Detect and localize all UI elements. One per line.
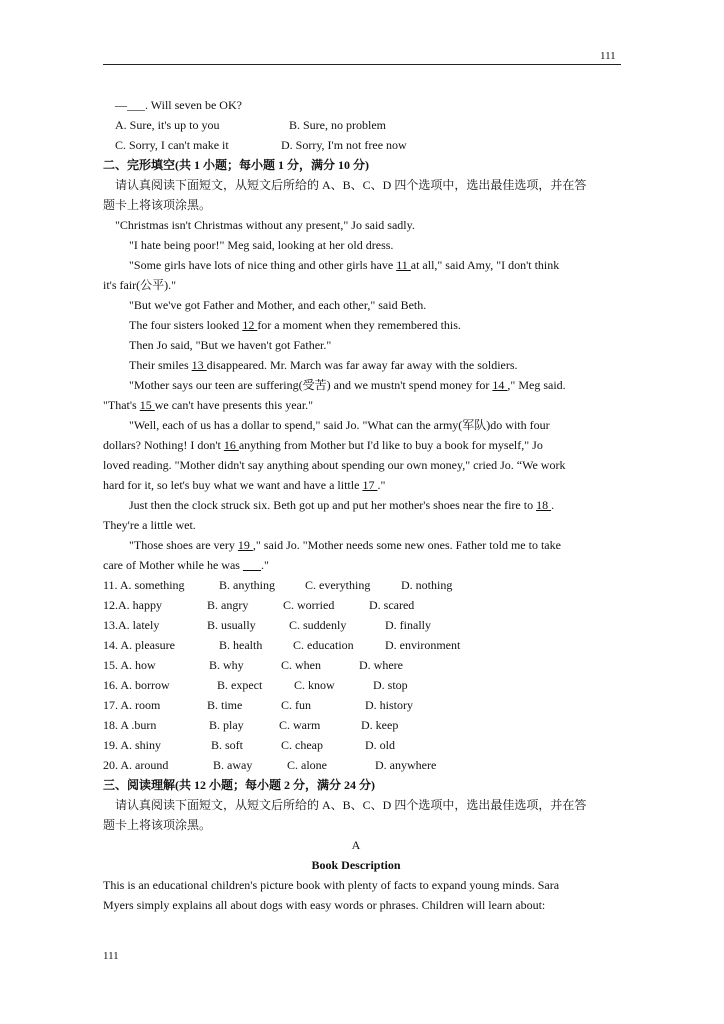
option-row <box>103 595 609 615</box>
option-d: D. environment <box>385 638 461 652</box>
option-d: D. scared <box>369 598 415 612</box>
option-b: B. why <box>209 658 244 672</box>
option-d: D. keep <box>361 718 399 732</box>
option-d: D. anywhere <box>375 758 437 772</box>
option-row <box>103 755 609 775</box>
q10-option-d: D. Sorry, I'm not free now <box>281 138 407 152</box>
page-number-top: 111 <box>600 50 616 62</box>
page-number-bottom: 111 <box>103 950 119 962</box>
option-c: C. worried <box>283 598 335 612</box>
blank-14: 14 <box>492 378 508 392</box>
option-row <box>103 615 609 635</box>
option-b: B. usually <box>207 618 256 632</box>
document-body <box>103 95 609 915</box>
passage-label: A <box>351 838 361 852</box>
section2-instructions-2: 题卡上将该项涂黑。 <box>103 198 212 212</box>
option-b: B. play <box>209 718 244 732</box>
q10-option-a: A. Sure, it's up to you <box>115 118 220 132</box>
blank-13: 13 <box>191 358 207 372</box>
option-b: B. away <box>213 758 253 772</box>
passage-line: Just then the clock struck six. Beth got up and put her mother's shoes near the fire to 18 . <box>129 498 555 512</box>
options-list <box>103 575 609 775</box>
passage-line: hard for it, so let's buy what we want and have a little 17 ." <box>103 478 386 492</box>
section3-heading: 三、阅读理解(共 12 小题；每小题 2 分，满分 24 分) <box>103 778 375 792</box>
option-b: B. soft <box>211 738 244 752</box>
option-c: C. fun <box>281 698 311 712</box>
q10-prompt: —___. Will seven be OK? <box>115 98 242 112</box>
passage-line: "That's 15 we can't have presents this year." <box>103 398 314 412</box>
option-b: B. time <box>207 698 243 712</box>
blank-15: 15 <box>139 398 155 412</box>
option-b: B. angry <box>207 598 249 612</box>
option-b: B. anything <box>219 578 275 592</box>
section2-heading: 二、完形填空(共 1 小题；每小题 1 分，满分 10 分) <box>103 158 369 172</box>
option-row <box>103 695 609 715</box>
passage-line: it's fair(公平)." <box>103 278 177 292</box>
passage-line: Myers simply explains all about dogs with easy words or phrases. Children will learn about: <box>103 898 546 912</box>
option-b: B. health <box>219 638 263 652</box>
passage-line: Then Jo said, "But we haven't got Father." <box>129 338 332 352</box>
blank-20: ___ <box>242 558 261 572</box>
passage-line: Their smiles 13 disappeared. Mr. March was far away far away with the soldiers. <box>129 358 518 372</box>
option-a: 15. A. how <box>103 658 156 672</box>
q10-option-b: B. Sure, no problem <box>289 118 386 132</box>
option-c: C. suddenly <box>289 618 347 632</box>
option-a: 18. A .burn <box>103 718 157 732</box>
passage-line: care of Mother while he was ___." <box>103 558 269 572</box>
passage-line: "Some girls have lots of nice thing and other girls have 11 at all," said Amy, "I don't think <box>129 258 560 272</box>
option-row <box>103 655 609 675</box>
option-c: C. everything <box>305 578 371 592</box>
blank-17: 17 <box>362 478 378 492</box>
option-c: C. cheap <box>281 738 323 752</box>
passage-line: "But we've got Father and Mother, and each other," said Beth. <box>129 298 427 312</box>
option-b: B. expect <box>217 678 263 692</box>
option-a: 17. A. room <box>103 698 161 712</box>
passage-line: "Christmas isn't Christmas without any present," Jo said sadly. <box>115 218 415 232</box>
option-a: 20. A. around <box>103 758 169 772</box>
option-d: D. nothing <box>401 578 453 592</box>
passage-line: "Mother says our teen are suffering(受苦) and we mustn't spend money for 14 ," Meg said. <box>129 378 566 392</box>
header-rule <box>103 64 621 65</box>
passage-line: They're a little wet. <box>103 518 196 532</box>
blank-18: 18 <box>536 498 552 512</box>
passage-line: dollars? Nothing! I don't 16 anything from Mother but I'd like to buy a book for myself," Jo <box>103 438 543 452</box>
option-c: C. alone <box>287 758 327 772</box>
option-c: C. when <box>281 658 321 672</box>
section2-instructions-1: 请认真阅读下面短文，从短文后所给的 A、B、C、D 四个选项中，选出最佳选项，并在答 <box>115 178 587 192</box>
passage-line: The four sisters looked 12 for a moment when they remembered this. <box>129 318 461 332</box>
option-d: D. old <box>365 738 395 752</box>
option-row <box>103 675 609 695</box>
option-c: C. know <box>294 678 335 692</box>
blank-19: 19 <box>237 538 253 552</box>
q10-options-row1 <box>103 115 609 135</box>
option-c: C. warm <box>279 718 321 732</box>
blank-11: 11 <box>396 258 411 272</box>
option-a: 19. A. shiny <box>103 738 162 752</box>
option-d: D. where <box>359 658 403 672</box>
option-d: D. history <box>365 698 413 712</box>
option-c: C. education <box>293 638 354 652</box>
option-row <box>103 735 609 755</box>
blank-12: 12 <box>242 318 258 332</box>
option-row <box>103 635 609 655</box>
blank-16: 16 <box>223 438 239 452</box>
option-a: 12.A. happy <box>103 598 162 612</box>
option-a: 13.A. lately <box>103 618 160 632</box>
option-row <box>103 715 609 735</box>
option-a: 14. A. pleasure <box>103 638 175 652</box>
q10-options-row2 <box>103 135 609 155</box>
passage-title: Book Description <box>311 858 401 872</box>
option-d: D. finally <box>385 618 431 632</box>
option-d: D. stop <box>373 678 408 692</box>
passage-line: loved reading. "Mother didn't say anything about spending our own money," cried Jo. “We work <box>103 458 566 472</box>
section3-instructions-1: 请认真阅读下面短文，从短文后所给的 A、B、C、D 四个选项中，选出最佳选项，并在答 <box>115 798 587 812</box>
option-row <box>103 575 609 595</box>
passage-line: "Those shoes are very 19 ," said Jo. "Mother needs some new ones. Father told me to take <box>129 538 561 552</box>
option-a: 11. A. something <box>103 578 185 592</box>
q10-option-c: C. Sorry, I can't make it <box>115 138 229 152</box>
section3-instructions-2: 题卡上将该项涂黑。 <box>103 818 212 832</box>
passage-line: This is an educational children's picture book with plenty of facts to expand young minds. Sara <box>103 878 560 892</box>
passage-line: "Well, each of us has a dollar to spend," said Jo. "What can the army(军队)do with four <box>129 418 550 432</box>
option-a: 16. A. borrow <box>103 678 170 692</box>
passage-line: "I hate being poor!" Meg said, looking at her old dress. <box>129 238 394 252</box>
